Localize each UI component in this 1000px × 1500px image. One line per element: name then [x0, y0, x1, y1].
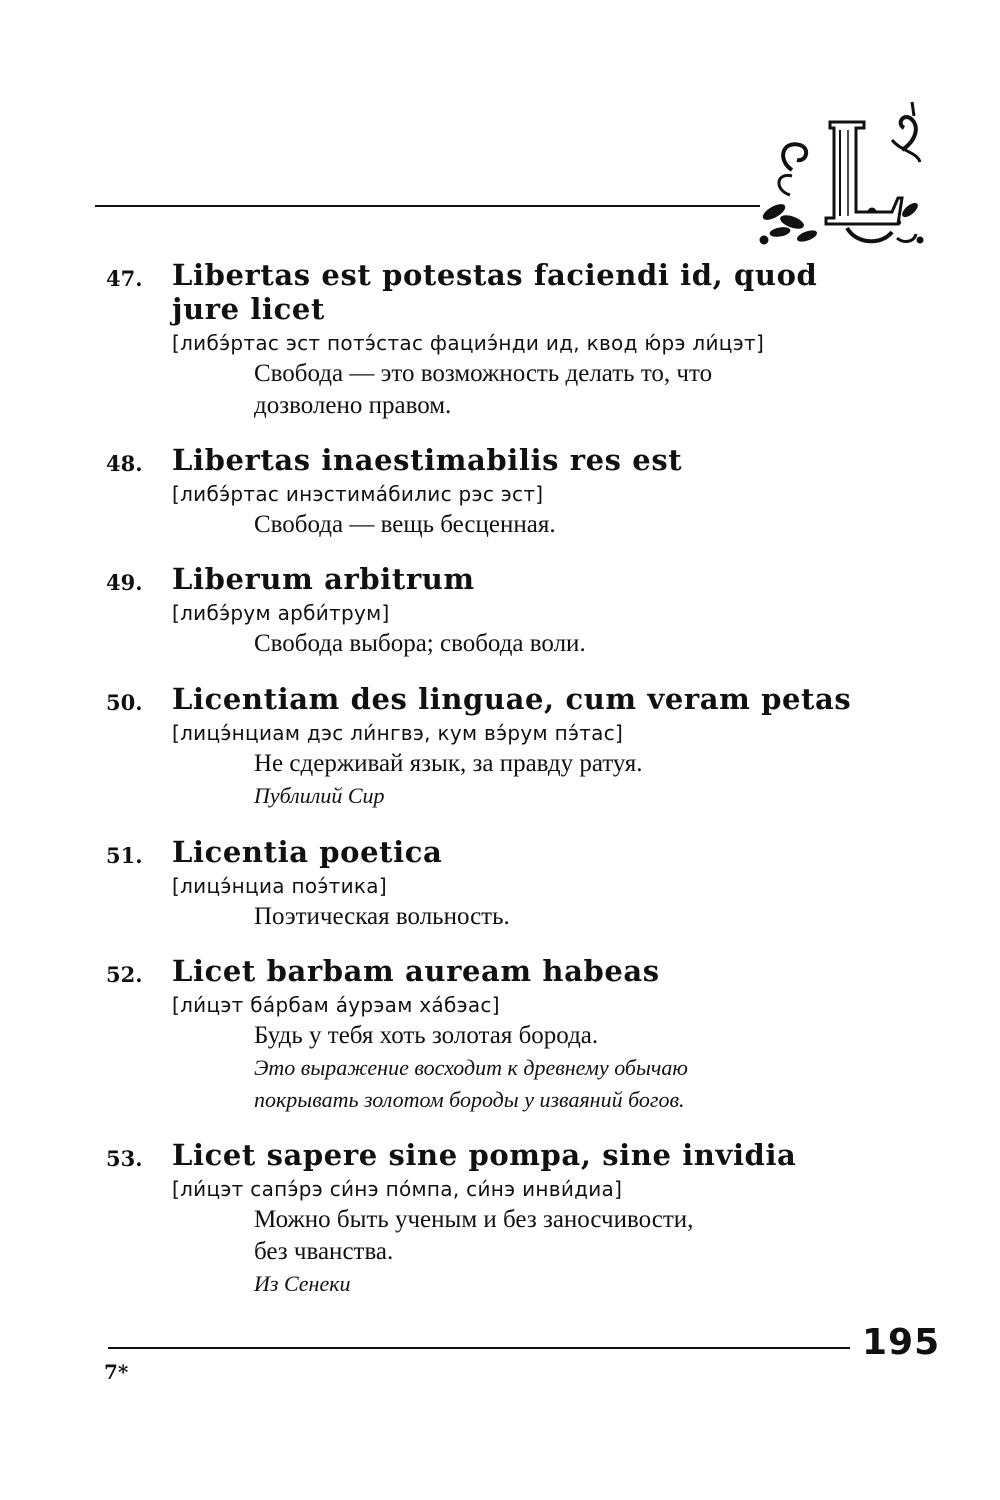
latin-phrase-line: Libertas inaestimabilis res est	[172, 443, 683, 477]
translation	[254, 509, 872, 541]
source-note	[254, 1268, 872, 1300]
translation-line: Свобода — это возможность делать то, что	[254, 360, 713, 387]
header-rule	[95, 205, 760, 207]
footer-rule	[108, 1347, 850, 1349]
entry-number: 51.	[106, 843, 143, 868]
translation	[254, 1020, 872, 1052]
page-number: 195	[862, 1322, 941, 1363]
latin-phrase-line: Licet barbam auream habeas	[172, 954, 660, 988]
entry-number: 50.	[106, 690, 143, 715]
transcription: [ли́цэт ба́рбам а́урэам ха́бэас]	[172, 993, 500, 1017]
commentary-note-line: покрывать золотом бороды у изваяний богов.	[254, 1087, 685, 1112]
decorated-initial-letter	[752, 100, 927, 250]
translation-line: Не сдерживай язык, за правду ратуя.	[254, 750, 643, 777]
translation	[254, 628, 872, 660]
latin-phrase	[172, 954, 872, 988]
entry-number: 52.	[106, 962, 143, 987]
entry-number: 47.	[106, 266, 143, 291]
translation-line: Поэтическая вольность.	[254, 903, 510, 930]
latin-phrase-line: Licentiam des linguae, cum veram petas	[172, 682, 852, 716]
latin-phrase-line: Liberum arbitrum	[172, 562, 475, 596]
signature-mark: 7*	[104, 1360, 129, 1384]
latin-phrase-line: jure licet	[172, 292, 325, 326]
source-note-line: Из Сенеки	[254, 1271, 351, 1296]
translation	[254, 1204, 872, 1268]
transcription: [лицэ́нциа поэ́тика]	[172, 874, 387, 898]
latin-phrase-line: Licentia poetica	[172, 835, 443, 869]
translation-line: дозволено правом.	[254, 392, 452, 419]
transcription: [лицэ́нциам дэс ли́нгвэ, кум вэ́рум пэ́тас]	[172, 721, 624, 745]
latin-phrase	[172, 443, 872, 477]
entry-number: 49.	[106, 570, 143, 595]
entry-number: 48.	[106, 451, 143, 476]
commentary-note-line: Это выражение восходит к древнему обычаю	[254, 1055, 688, 1080]
translation	[254, 358, 872, 422]
transcription: [либэ́рум арби́трум]	[172, 601, 390, 625]
transcription: [либэ́ртас инэстима́билис рэс эст]	[172, 482, 544, 506]
translation-line: Будь у тебя хоть золотая борода.	[254, 1022, 599, 1049]
translation	[254, 748, 872, 780]
transcription: [либэ́ртас эст потэ́стас фациэ́нди ид, квод ю́рэ ли́цэт]	[172, 331, 765, 355]
latin-phrase	[172, 835, 872, 869]
translation-line: Свобода — вещь бесценная.	[254, 511, 556, 538]
latin-phrase	[172, 1138, 872, 1172]
translation-line: Можно быть ученым и без заносчивости,	[254, 1206, 694, 1233]
translation-line: Свобода выбора; свобода воли.	[254, 630, 586, 657]
latin-phrase	[172, 682, 872, 716]
transcription: [ли́цэт сапэ́рэ си́нэ по́мпа, си́нэ инви́диа]	[172, 1177, 623, 1201]
entry-number: 53.	[106, 1146, 143, 1171]
source-note	[254, 780, 872, 812]
translation-line: без чванства.	[254, 1238, 394, 1265]
latin-phrase	[172, 562, 872, 596]
latin-phrase	[172, 258, 872, 326]
latin-phrase-line: Licet sapere sine pompa, sine invidia	[172, 1138, 797, 1172]
latin-phrase-line: Libertas est potestas faciendi id, quod	[172, 258, 818, 292]
translation	[254, 901, 872, 933]
source-note-line: Публилий Сир	[254, 783, 385, 808]
commentary-note	[254, 1052, 872, 1116]
